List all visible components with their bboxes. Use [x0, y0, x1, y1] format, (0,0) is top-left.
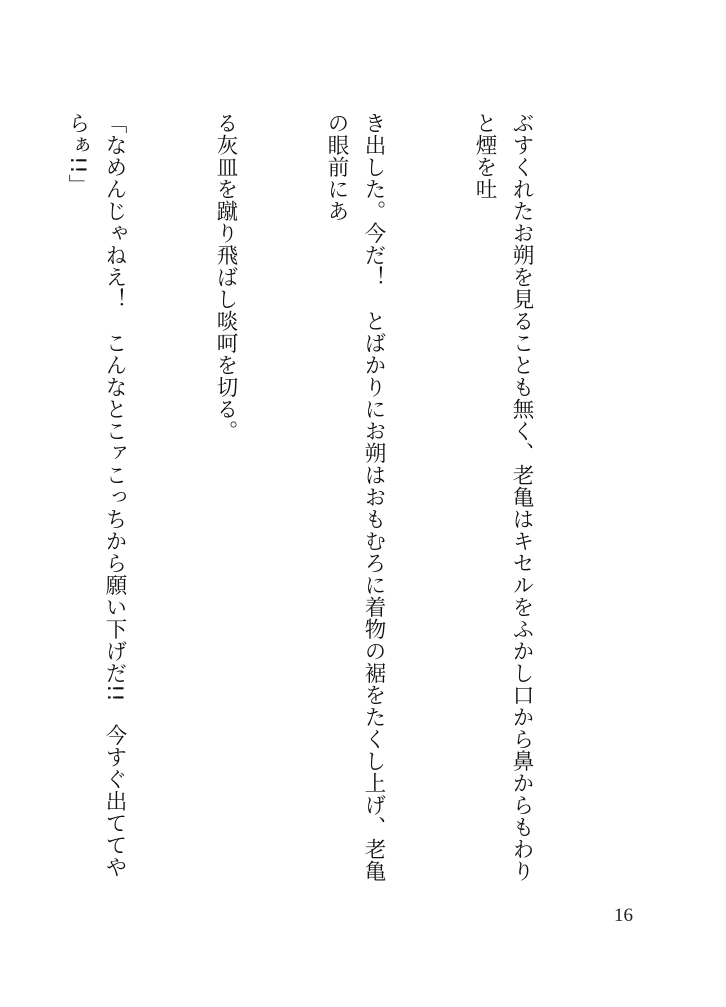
body-text [65, 112, 614, 892]
text-line: き出した。今だ！ とばかりにお朔はおもむろに着物の裾をたくし上げ、老亀の眼前にあ [324, 112, 386, 882]
text-line: る灰皿を蹴り飛ばし啖呵を切る。 [213, 112, 238, 442]
text-line: 「なめんじゃねえ！ こんなとこァこっちから願い下げだ!! 今すぐ出ててやらぁ!!」 [65, 112, 127, 879]
text-line: ぶすくれたお朔を見ることも無く、老亀はキセルをふかし口から鼻からもわりと煙を吐 [472, 112, 534, 882]
page-number: 16 [614, 905, 633, 926]
